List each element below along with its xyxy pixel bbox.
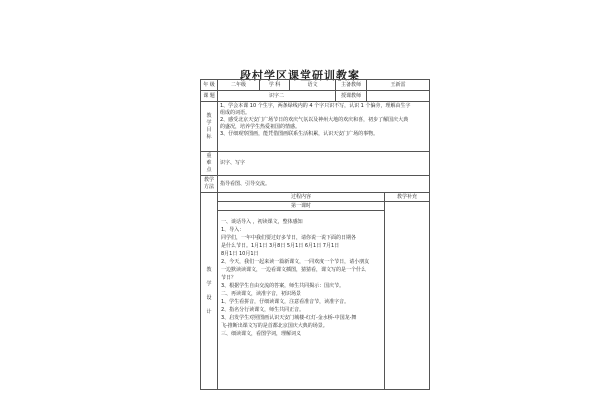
lesson-plan-table bbox=[200, 79, 430, 390]
supplement-header: 教学补充 bbox=[385, 193, 429, 202]
goal-line: 2、感受北京天安门广场节日的欢庆气氛以及神州大地的欢庆和喜，初步了解国庆大典 bbox=[220, 117, 409, 123]
process-line: 同学们，一年中我们要过好多节日，请你说一说下面的日期各 bbox=[221, 235, 357, 241]
process-line: 是什么节日。1月1日 3月8日 5月1日 6月1日 7月1日 bbox=[221, 243, 340, 249]
process-header: 过程内容 bbox=[218, 193, 384, 202]
process-line: 2、指名分行读课文，师生共同正音。 bbox=[221, 307, 305, 313]
methods-label: 教学 方法 bbox=[201, 176, 218, 193]
topic-value: 识字二 bbox=[218, 91, 336, 102]
lesson-period: 第一课时 bbox=[218, 202, 384, 211]
subject-label: 学 科 bbox=[260, 80, 290, 91]
lecturer-value bbox=[367, 91, 430, 102]
key-points-value: 识字、写字 bbox=[218, 152, 430, 176]
process-line: 2、今天，我们一起来读一篇新课文，一同欢度一个节日，请小朋友 bbox=[221, 259, 370, 265]
grade-value: 二年级 bbox=[218, 80, 260, 91]
subject-value: 语文 bbox=[290, 80, 336, 91]
process-line: 3、启发学生对照图画认识天安门城楼-红灯-金水桥-中国龙-舞 bbox=[221, 315, 357, 321]
process-line: 8月1日 10月1日 bbox=[221, 251, 259, 257]
goal-line: 组成的词语。 bbox=[220, 110, 251, 116]
process-line: 节日？ bbox=[221, 275, 237, 281]
process-line: 一、谈话导入 ，初读课文，整体感知 bbox=[221, 219, 303, 225]
process-line: 三、细读课文，看图学词，理解词义 bbox=[221, 331, 302, 337]
goals-content bbox=[218, 102, 430, 152]
process-content bbox=[218, 193, 385, 389]
process-line: 一边默读读课文，一边看课文插图，猜猜看，课文写的是一个什么 bbox=[221, 267, 367, 273]
goals-label: 教 学 目 标 bbox=[201, 102, 218, 152]
goal-line: 3、仔细观察图画，能凭借图画联系生活积累，认识天安门广场的事物。 bbox=[220, 131, 379, 137]
lead-teacher-value: 王新雷 bbox=[367, 80, 430, 91]
process-section bbox=[218, 193, 430, 390]
lead-teacher-label: 主备教师 bbox=[336, 80, 367, 91]
document-title: 段村学区课堂研训教案 bbox=[240, 69, 360, 82]
methods-value: 指导看图、引导交流。 bbox=[218, 176, 430, 193]
teaching-supplement bbox=[385, 193, 429, 389]
process-line: 二、再读课文，读准字音，初识场景 bbox=[221, 291, 302, 297]
process-line: 3、根据学生自由交流的答案，师生共同揭示：国庆节。 bbox=[221, 283, 345, 289]
process-line: 1、导入： bbox=[221, 227, 245, 233]
goal-line: 1、学会本课 10 个生字，两条绿线内的 4 个字只识不写，认识 1 个偏旁，理解由生字 bbox=[220, 103, 411, 109]
grade-label: 年 级 bbox=[201, 80, 218, 91]
goal-line: 的盛况，培养学生热爱祖国的情感。 bbox=[220, 124, 301, 130]
process-label: 教 学 设 计 bbox=[201, 193, 218, 390]
key-points-label: 重 难 点 bbox=[201, 152, 218, 176]
lecturer-label: 授课教师 bbox=[336, 91, 367, 102]
process-line: 1、学生看拼音，仔细读课文，注意看准音节，读准字音。 bbox=[221, 299, 350, 305]
process-line: 飞-推断出课文写的是首都北京国庆大典的场景。 bbox=[221, 323, 328, 329]
topic-label: 课 题 bbox=[201, 91, 218, 102]
